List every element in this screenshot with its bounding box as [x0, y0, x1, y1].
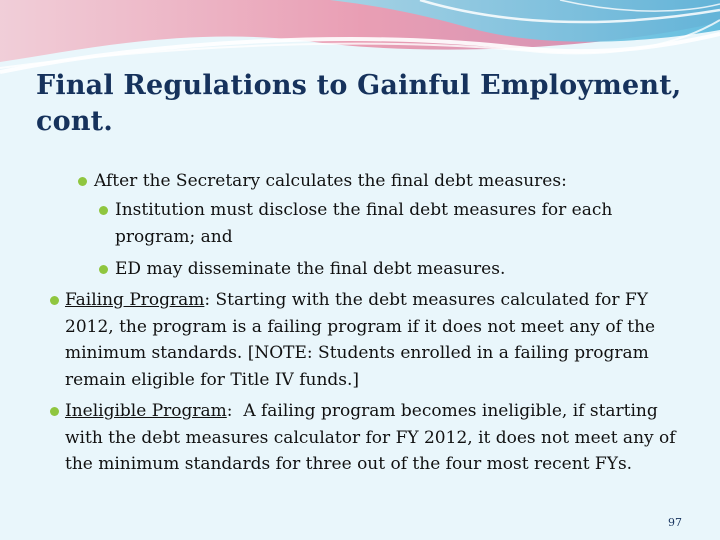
term-separator: : — [204, 290, 216, 310]
term-separator: : — [226, 401, 244, 421]
list-item — [78, 168, 698, 195]
term-label: Failing Program — [65, 290, 205, 310]
bullet-dot-icon — [78, 177, 87, 186]
bullet-text: ED may disseminate the final debt measures. — [115, 259, 506, 279]
bullet-text: After the Secretary calculates the final debt measures: — [94, 171, 567, 191]
term-definition: Starting with the debt measures calculated for FY 2012, the program is a failing program if it does not meet any of the minimum standards. [NOTE: Students enrolled in a failing program remain eligible for Title IV funds.] — [65, 290, 656, 390]
bullet-text — [65, 398, 696, 478]
list-item — [99, 197, 693, 250]
bullet-dot-icon — [99, 265, 108, 274]
list-item — [99, 256, 693, 283]
slide-title: Final Regulations to Gainful Employment, cont. — [36, 70, 682, 137]
term-label: Ineligible Program — [65, 401, 227, 421]
page-number: 97 — [668, 516, 682, 529]
bullet-dot-icon — [99, 206, 108, 215]
list-item — [50, 287, 696, 393]
list-item — [50, 398, 696, 478]
term-definition: A failing program becomes ineligible, if starting with the debt measures calculator for FY 2012, it does not meet any of the minimum standards for three out of the four most recent FYs. — [65, 401, 681, 474]
bullet-text: Institution must disclose the final debt measures for each program; and — [115, 200, 613, 247]
bullet-dot-icon — [50, 296, 59, 305]
bullet-text — [65, 287, 696, 393]
bullet-dot-icon — [50, 407, 59, 416]
